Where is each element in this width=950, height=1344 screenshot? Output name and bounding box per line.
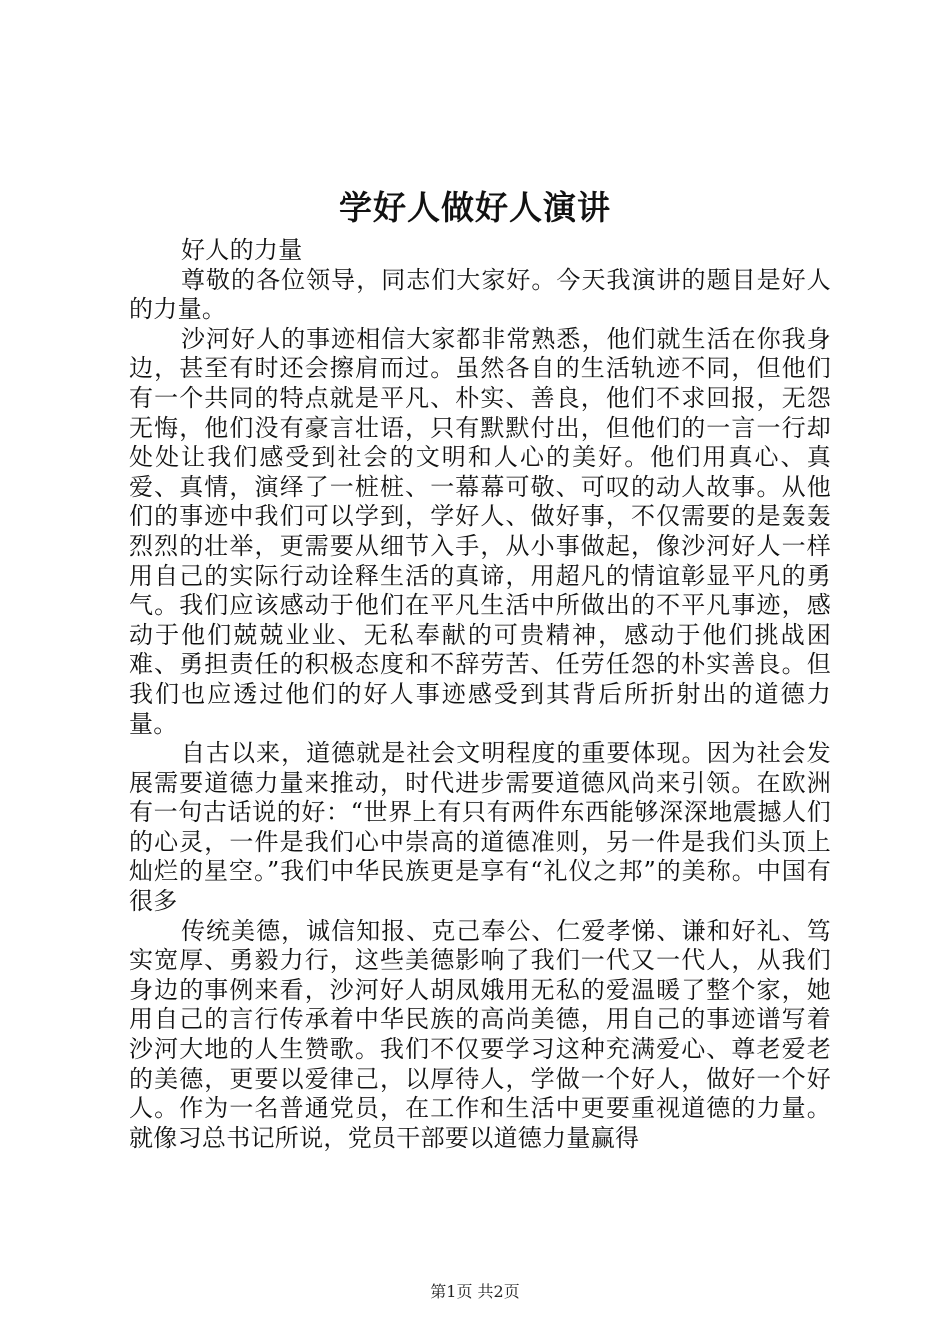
page-number-footer: 第1页 共2页 <box>430 1282 520 1301</box>
document-body <box>129 236 831 1153</box>
document-title: 学好人做好人演讲 <box>339 188 611 227</box>
body-paragraph: 传统美德，诚信知报、克己奉公、仁爱孝悌、谦和好礼、笃实宽厚、勇毅力行，这些美德影响了我们一代又一代人，从我们身边的事例来看，沙河好人胡凤娥用无私的爱温暖了整个家，她用自己的言行传承着中华民族的高尚美德，用自己的事迹谱写着沙河大地的人生赞歌。我们不仅要学习这种充满爱心、尊老爱老的美德，更要以爱律己，以厚待人，学做一个好人，做好一个好人。作为一名普通党员，在工作和生活中更要重视道德的力量。就像习总书记所说，党员干部要以道德力量赢得 <box>129 916 831 1152</box>
body-paragraph: 沙河好人的事迹相信大家都非常熟悉，他们就生活在你我身边，甚至有时还会擦肩而过。虽然各自的生活轨迹不同，但他们有一个共同的特点就是平凡、朴实、善良，他们不求回报，无怨无悔，他们没有豪言壮语，只有默默付出，但他们的一言一行却处处让我们感受到社会的文明和人心的美好。他们用真心、真爱、真情，演绎了一桩桩、一幕幕可敬、可叹的动人故事。从他们的事迹中我们可以学到，学好人、做好事，不仅需要的是轰轰烈烈的壮举，更需要从细节入手，从小事做起，像沙河好人一样用自己的实际行动诠释生活的真谛，用超凡的情谊彰显平凡的勇气。我们应该感动于他们在平凡生活中所做出的不平凡事迹，感动于他们兢兢业业、无私奉献的可贵精神，感动于他们挑战困难、勇担责任的积极态度和不辞劳苦、任劳任怨的朴实善良。但我们也应透过他们的好人事迹感受到其背后所折射出的道德力量。 <box>129 324 831 738</box>
greeting-paragraph: 尊敬的各位领导，同志们大家好。今天我演讲的题目是好人的力量。 <box>129 265 831 324</box>
body-paragraph: 自古以来，道德就是社会文明程度的重要体现。因为社会发展需要道德力量来推动，时代进步需要道德风尚来引领。在欧洲有一句古话说的好：“世界上有只有两件东西能够深深地震撼人们的心灵，一件是我们心中崇高的道德准则，另一件是我们头顶上灿烂的星空。”我们中华民族更是享有“礼仪之邦”的美称。中国有很多 <box>129 739 831 916</box>
subtitle-paragraph: 好人的力量 <box>181 236 303 264</box>
